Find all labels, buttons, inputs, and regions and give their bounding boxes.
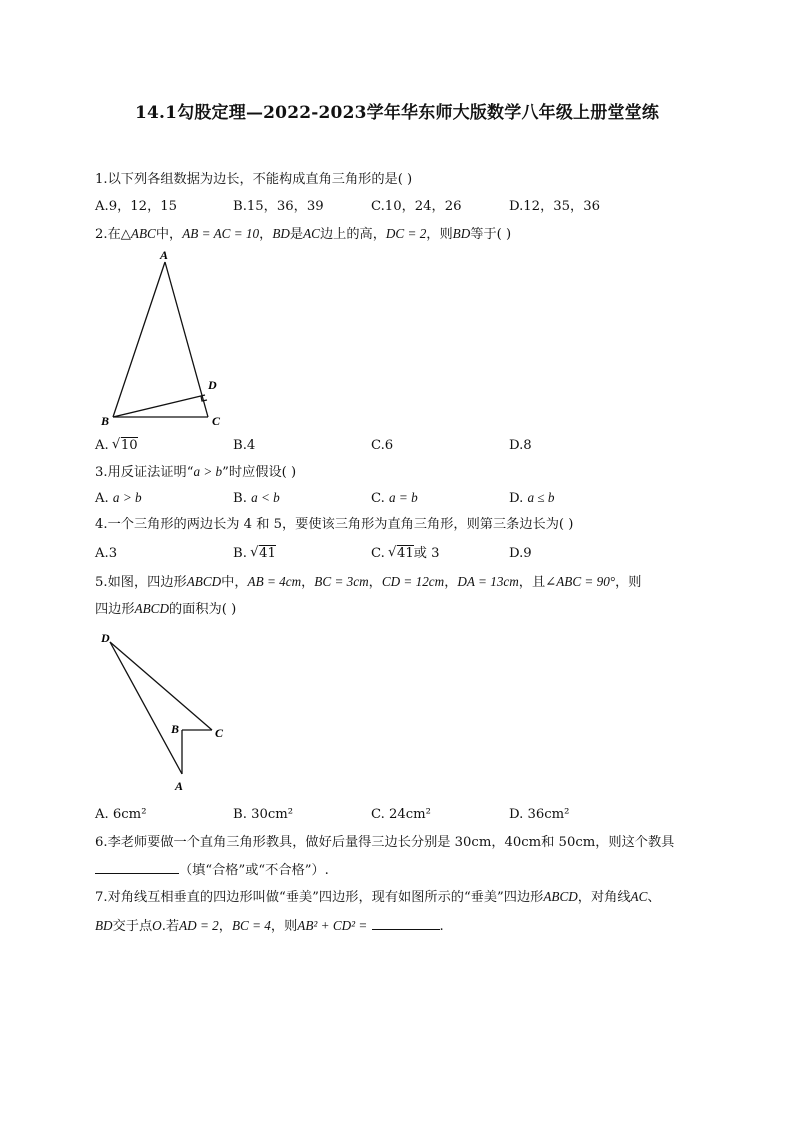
question-2-stem: 2.在△ABC中，AB = AC = 10，BD是AC边上的高，DC = 2，则BD等于( ) — [95, 226, 512, 242]
q2-option-c: C.6 — [371, 438, 394, 453]
q2-option-b: B.4 — [233, 438, 256, 453]
altitude-bd — [113, 395, 205, 417]
label-d: D — [208, 378, 217, 392]
q2-option-d: D.8 — [509, 438, 532, 453]
question-5-stem-line1: 5.如图，四边形ABCD中，AB = 4cm，BC = 3cm，CD = 12cm，DA = 13cm，且∠ABC = 90°，则 — [95, 574, 642, 590]
question-3-stem: 3.用反证法证明“a > b”时应假设( ) — [95, 464, 297, 480]
q5-option-a: A. 6cm² — [95, 807, 147, 822]
q1-option-d: D.12，35，36 — [509, 199, 601, 214]
question-1-stem: 1.以下列各组数据为边长，不能构成直角三角形的是( ) — [95, 172, 413, 187]
q4-option-a: A.3 — [95, 546, 118, 561]
quadrilateral-abcd-figure — [95, 628, 235, 798]
label-a: A — [175, 779, 184, 793]
side-ac — [165, 262, 208, 417]
q5-option-d: D. 36cm² — [509, 807, 570, 822]
q4-option-b: B. √ 41 — [233, 545, 276, 563]
label-c: C — [212, 414, 221, 428]
label-b: B — [101, 414, 110, 428]
q1-option-c: C.10，24，26 — [371, 199, 462, 214]
q3-option-d: D. a ≤ b — [509, 490, 555, 506]
side-dc — [110, 642, 212, 730]
question-4-stem: 4.一个三角形的两边长为 4 和 5，要使该三角形为直角三角形，则第三条边长为( ) — [95, 517, 574, 532]
page-title: 14.1勾股定理—2022-2023学年华东师大版数学八年级上册堂堂练 — [134, 103, 660, 123]
question-5-stem-line2: 四边形ABCD的面积为( ) — [95, 601, 237, 617]
question-7-stem-line2: BD交于点O.若AD = 2，BC = 4，则AB² + CD² = . — [95, 918, 444, 934]
label-c: C — [215, 726, 224, 740]
side-da — [110, 642, 182, 774]
answer-blank-q7[interactable] — [372, 916, 440, 930]
q4-option-d: D.9 — [509, 546, 532, 561]
q1-option-b: B.15，36，39 — [233, 199, 324, 214]
q2-option-a: A. √ 10 — [95, 437, 138, 455]
label-d: D — [101, 631, 110, 645]
q4-option-c: C. √ 41或 3 — [371, 545, 440, 563]
q5-option-b: B. 30cm² — [233, 807, 294, 822]
side-ab — [113, 262, 165, 417]
answer-blank-q6[interactable] — [95, 860, 179, 874]
label-a: A — [160, 248, 169, 262]
q3-option-b: B. a < b — [233, 490, 280, 506]
question-7-stem-line1: 7.对角线互相垂直的四边形叫做“垂美”四边形，现有如图所示的“垂美”四边形ABCD，对角线AC、 — [95, 889, 661, 905]
question-6-stem-line1: 6.李老师要做一个直角三角形教具，做好后量得三边长分别是 30cm，40cm和 50cm，则这个教具 — [95, 835, 675, 850]
q5-option-c: C. 24cm² — [371, 807, 431, 822]
label-b: B — [171, 722, 180, 736]
triangle-abc-figure — [95, 245, 235, 430]
q3-option-c: C. a = b — [371, 490, 418, 506]
q3-option-a: A. a > b — [95, 490, 142, 506]
q1-option-a: A.9，12，15 — [95, 199, 178, 214]
question-6-stem-line2: （填“合格”或“不合格”）. — [95, 860, 329, 880]
